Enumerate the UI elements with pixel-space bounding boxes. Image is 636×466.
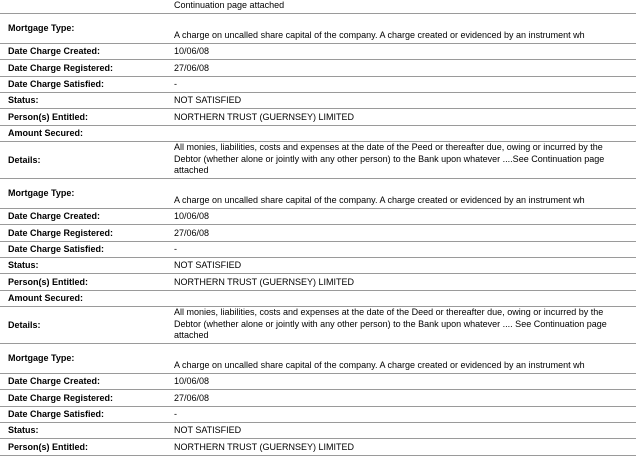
details-value: All monies, liabilities, costs and expenses at the date of the Peed or thereafter due, owing or incurred by the Debtor (whether alone or jointly with any other person) to the Bank upon whatever ....See Continuation page attached xyxy=(174,142,605,175)
details-continuation: Continuation page attached xyxy=(174,0,285,10)
table-row xyxy=(0,439,636,456)
row-label xyxy=(0,11,166,13)
date-created-value: 10/06/08 xyxy=(174,45,210,56)
row-label: Date Charge Registered: xyxy=(8,228,114,238)
table-row xyxy=(0,93,636,109)
table-row xyxy=(0,0,636,14)
row-label: Details: xyxy=(8,319,41,330)
table-row xyxy=(0,109,636,126)
date-registered-value: 27/06/08 xyxy=(174,62,210,73)
status-value: NOT SATISFIED xyxy=(174,94,242,105)
table-row xyxy=(0,77,636,93)
row-label: Date Charge Created: xyxy=(8,46,101,56)
row-label: Status: xyxy=(8,425,39,435)
amount-secured-value xyxy=(166,139,636,141)
row-label: Date Charge Satisfied: xyxy=(8,409,105,419)
mortgage-type-value: A charge on uncalled share capital of the company. A charge created or evidenced by an instrument wh xyxy=(174,359,585,370)
row-label: Date Charge Created: xyxy=(8,211,101,221)
table-row xyxy=(0,209,636,225)
table-row xyxy=(0,179,636,209)
row-label: Date Charge Satisfied: xyxy=(8,244,105,254)
table-row xyxy=(0,142,636,179)
row-label: Person(s) Entitled: xyxy=(8,442,89,452)
table-row xyxy=(0,44,636,60)
table-row xyxy=(0,242,636,258)
details-value: All monies, liabilities, costs and expenses at the date of the Deed or thereafter due, owing or incurred by the Debtor (whether alone or jointly with any other person) to the Bank upon whatever .... See Continuation page attached xyxy=(174,307,607,340)
row-label: Status: xyxy=(8,260,39,270)
table-row xyxy=(0,423,636,439)
row-label: Date Charge Created: xyxy=(8,376,101,386)
table-row xyxy=(0,407,636,423)
table-row xyxy=(0,60,636,77)
date-created-value: 10/06/08 xyxy=(174,210,210,221)
row-label: Amount Secured: xyxy=(8,293,84,303)
row-label: Amount Secured: xyxy=(8,128,84,138)
date-registered-value: 27/06/08 xyxy=(174,227,210,238)
row-label: Mortgage Type: xyxy=(8,188,75,198)
table-row xyxy=(0,14,636,44)
persons-entitled-value: NORTHERN TRUST (GUERNSEY) LIMITED xyxy=(174,441,355,452)
table-row xyxy=(0,307,636,344)
table-row xyxy=(0,126,636,142)
table-row xyxy=(0,274,636,291)
row-label: Date Charge Registered: xyxy=(8,63,114,73)
table-row xyxy=(0,374,636,390)
table-row xyxy=(0,291,636,307)
row-label: Person(s) Entitled: xyxy=(8,277,89,287)
persons-entitled-value: NORTHERN TRUST (GUERNSEY) LIMITED xyxy=(174,111,355,122)
row-label: Date Charge Satisfied: xyxy=(8,79,105,89)
date-created-value: 10/06/08 xyxy=(174,375,210,386)
table-row xyxy=(0,390,636,407)
status-value: NOT SATISFIED xyxy=(174,424,242,435)
table-row xyxy=(0,225,636,242)
table-row xyxy=(0,344,636,374)
row-label: Mortgage Type: xyxy=(8,353,75,363)
row-label: Date Charge Registered: xyxy=(8,393,114,403)
mortgage-type-value: A charge on uncalled share capital of the company. A charge created or evidenced by an instrument wh xyxy=(174,29,585,40)
row-label: Details: xyxy=(8,154,41,165)
date-satisfied-value: - xyxy=(174,78,177,89)
persons-entitled-value: NORTHERN TRUST (GUERNSEY) LIMITED xyxy=(174,276,355,287)
date-registered-value: 27/06/08 xyxy=(174,392,210,403)
date-satisfied-value: - xyxy=(174,408,177,419)
amount-secured-value xyxy=(166,304,636,306)
table-row xyxy=(0,258,636,274)
date-satisfied-value: - xyxy=(174,243,177,254)
row-label: Person(s) Entitled: xyxy=(8,112,89,122)
mortgage-type-value: A charge on uncalled share capital of the company. A charge created or evidenced by an instrument wh xyxy=(174,194,585,205)
status-value: NOT SATISFIED xyxy=(174,259,242,270)
row-label: Mortgage Type: xyxy=(8,23,75,33)
row-label: Status: xyxy=(8,95,39,105)
